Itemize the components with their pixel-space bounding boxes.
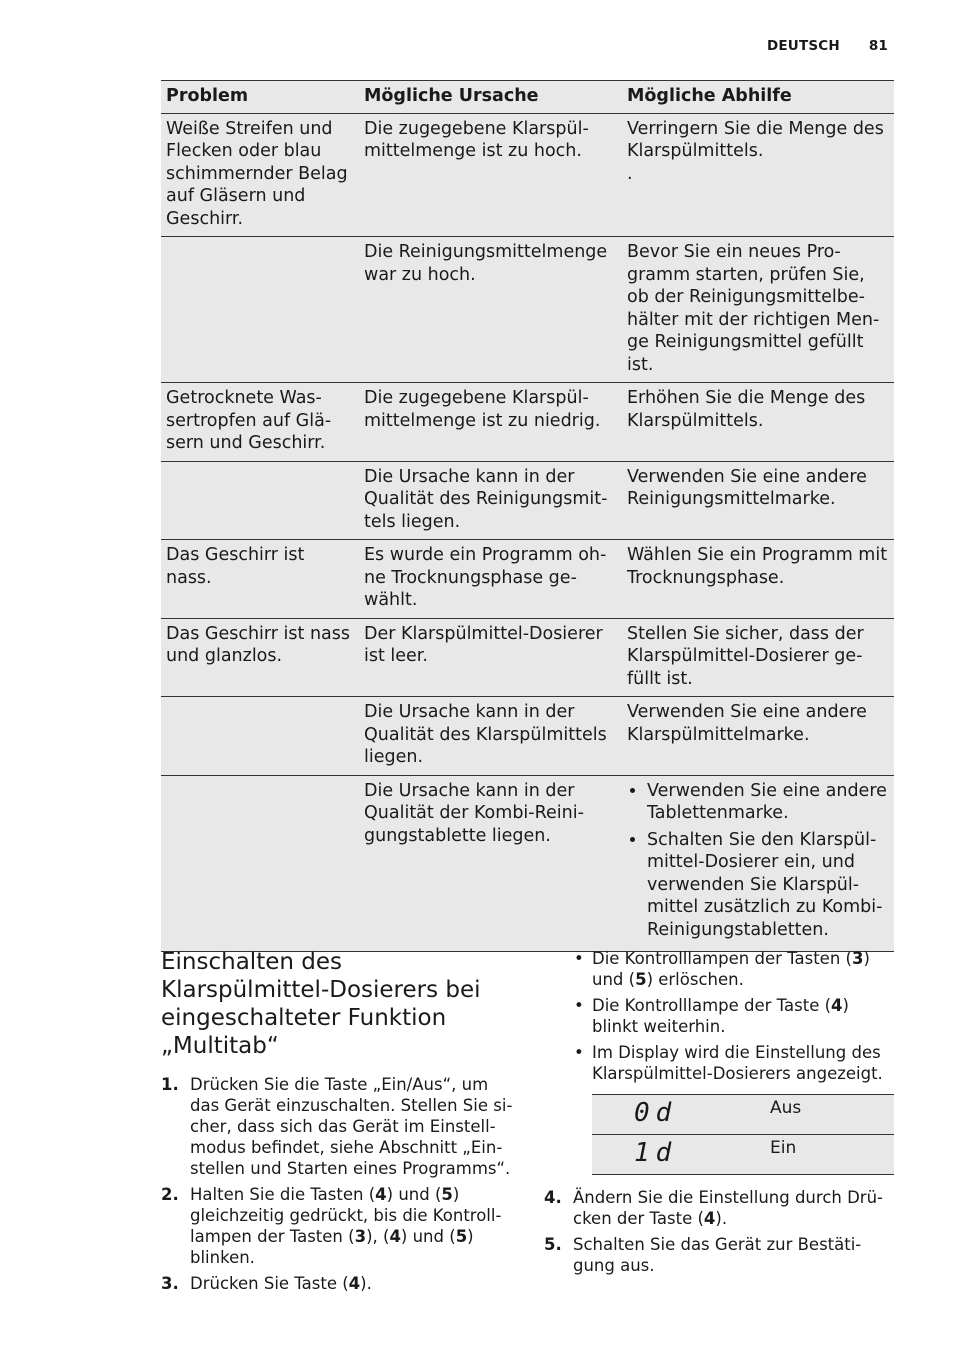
problem-cell xyxy=(161,237,359,383)
steps-list xyxy=(161,1074,513,1294)
list-item: • Schalten Sie den Klarspülmittel-Dosierer ein, und verwenden Sie Klarspülmittel zusätzlich zu Kombi-Reinigungstabletten. xyxy=(647,829,889,942)
table-row xyxy=(592,1095,894,1135)
button-key: 5 xyxy=(455,1227,468,1246)
list-item: • Verwenden Sie eine andere Tablettenmarke. xyxy=(647,780,889,825)
list-item xyxy=(161,1184,513,1268)
cause-cell: Die zugegebene Klarspülmittelmenge ist zu hoch. xyxy=(359,113,622,237)
step-number: 5. xyxy=(544,1235,562,1254)
problem-cell: Das Geschirr ist nass. xyxy=(161,540,359,619)
table-row xyxy=(592,1135,894,1175)
button-key: 4 xyxy=(831,996,843,1015)
table-row xyxy=(161,697,894,776)
cause-cell: Die Reinigungsmittelmenge war zu hoch. xyxy=(359,237,622,383)
column-header-cause: Mögliche Ursache xyxy=(359,81,622,114)
header-section: DEUTSCH xyxy=(766,38,840,54)
page-number: 81 xyxy=(868,38,888,54)
remedy-list xyxy=(627,780,889,942)
list-item: • Im Display wird die Einstellung des Klarspülmittel-Dosierers angezeigt. xyxy=(544,1042,894,1084)
button-key: 4 xyxy=(375,1185,387,1204)
button-key: 3 xyxy=(851,949,864,968)
table-row xyxy=(161,775,894,952)
remedy-cell: Stellen Sie sicher, dass der Klarspülmittel-Dosierer gefüllt ist. xyxy=(622,618,894,697)
button-key: 5 xyxy=(441,1185,453,1204)
right-column xyxy=(544,948,894,1281)
list-item: • Die Kontrolllampen der Tasten (3) und (5) erlöschen. xyxy=(544,948,894,990)
column-header-remedy: Mögliche Abhilfe xyxy=(622,81,894,114)
problem-cell xyxy=(161,461,359,540)
step-text: Ändern Sie die Einstellung durch Drücken der Taste (4). xyxy=(573,1188,884,1228)
cause-cell: Die Ursache kann in der Qualität des Klarspülmittels liegen. xyxy=(359,697,622,776)
remedy-cell: Erhöhen Sie die Menge des Klarspülmittels. xyxy=(622,383,894,462)
button-key: 4 xyxy=(703,1209,716,1228)
cause-cell: Die Ursache kann in der Qualität des Reinigungsmittels liegen. xyxy=(359,461,622,540)
remedy-cell xyxy=(622,775,894,952)
remedy-cell: Verringern Sie die Menge des Klarspülmittels. . xyxy=(622,113,894,237)
table-row xyxy=(161,113,894,237)
display-readout: 0d xyxy=(634,1098,678,1128)
steps-list-continued xyxy=(544,1187,894,1276)
remedy-cell: Bevor Sie ein neues Programm starten, prüfen Sie, ob der Reinigungsmittelbehälter mit der richtigen Menge Reinigungsmittel gefüllt ist. xyxy=(622,237,894,383)
list-item xyxy=(161,1074,513,1179)
list-item xyxy=(544,1234,894,1276)
table-row xyxy=(161,461,894,540)
table-header-row xyxy=(161,81,894,114)
step-text: Schalten Sie das Gerät zur Bestätigung aus. xyxy=(573,1235,862,1275)
button-key: 5 xyxy=(635,970,647,989)
table-row xyxy=(161,237,894,383)
problem-cell: Getrocknete Wassertropfen auf Gläsern und Geschirr. xyxy=(161,383,359,462)
remedy-cell: Wählen Sie ein Programm mit Trocknungsphase. xyxy=(622,540,894,619)
page-header xyxy=(743,38,888,54)
list-item: • Die Kontrolllampe der Taste (4) blinkt weiterhin. xyxy=(544,995,894,1037)
column-header-problem: Problem xyxy=(161,81,359,114)
setting-label: Aus xyxy=(770,1095,894,1135)
setting-label: Ein xyxy=(770,1135,894,1175)
troubleshooting-table xyxy=(161,80,894,952)
list-item xyxy=(161,1273,513,1294)
left-column xyxy=(161,948,513,1299)
button-key: 3 xyxy=(354,1227,367,1246)
step-number: 3. xyxy=(161,1274,179,1293)
display-settings-table xyxy=(592,1094,894,1175)
display-readout: 1d xyxy=(634,1138,678,1168)
step-text: Drücken Sie die Taste „Ein/Aus“, um das Gerät einzuschalten. Stellen Sie sicher, dass sich das Gerät im Einstellmodus befindet, siehe Abschnitt „Einstellen und Starten eines Programms“. xyxy=(190,1075,513,1178)
cause-cell: Es wurde ein Programm ohne Trocknungsphase gewählt. xyxy=(359,540,622,619)
cause-cell: Der Klarspülmittel-Dosierer ist leer. xyxy=(359,618,622,697)
problem-cell: Das Geschirr ist nass und glanzlos. xyxy=(161,618,359,697)
section-title: Einschalten des Klarspülmittel-Dosierers bei eingeschalteter Funktion „Multitab“ xyxy=(161,949,481,1059)
remedy-cell: Verwenden Sie eine andere Klarspülmittelmarke. xyxy=(622,697,894,776)
step-text: Drücken Sie Taste (4). xyxy=(190,1274,372,1293)
problem-cell xyxy=(161,697,359,776)
step-number: 1. xyxy=(161,1075,179,1094)
step-number: 2. xyxy=(161,1185,179,1204)
button-key: 4 xyxy=(389,1227,401,1246)
remedy-cell: Verwenden Sie eine andere Reinigungsmittelmarke. xyxy=(622,461,894,540)
table-row xyxy=(161,618,894,697)
step-number: 4. xyxy=(544,1188,562,1207)
table-row xyxy=(161,540,894,619)
problem-cell: Weiße Streifen und Flecken oder blau schimmernder Belag auf Gläsern und Geschirr. xyxy=(161,113,359,237)
list-item xyxy=(544,1187,894,1229)
button-key: 4 xyxy=(348,1274,361,1293)
table-row xyxy=(161,383,894,462)
cause-cell: Die Ursache kann in der Qualität der Kombi-Reinigungstablette liegen. xyxy=(359,775,622,952)
step-text: Halten Sie die Tasten (4) und (5) gleichzeitig gedrückt, bis die Kontrolllampen der Tasten (3), (4) und (5) blinken. xyxy=(190,1185,502,1267)
result-bullets xyxy=(544,948,894,1084)
problem-cell xyxy=(161,775,359,952)
cause-cell: Die zugegebene Klarspülmittelmenge ist zu niedrig. xyxy=(359,383,622,462)
